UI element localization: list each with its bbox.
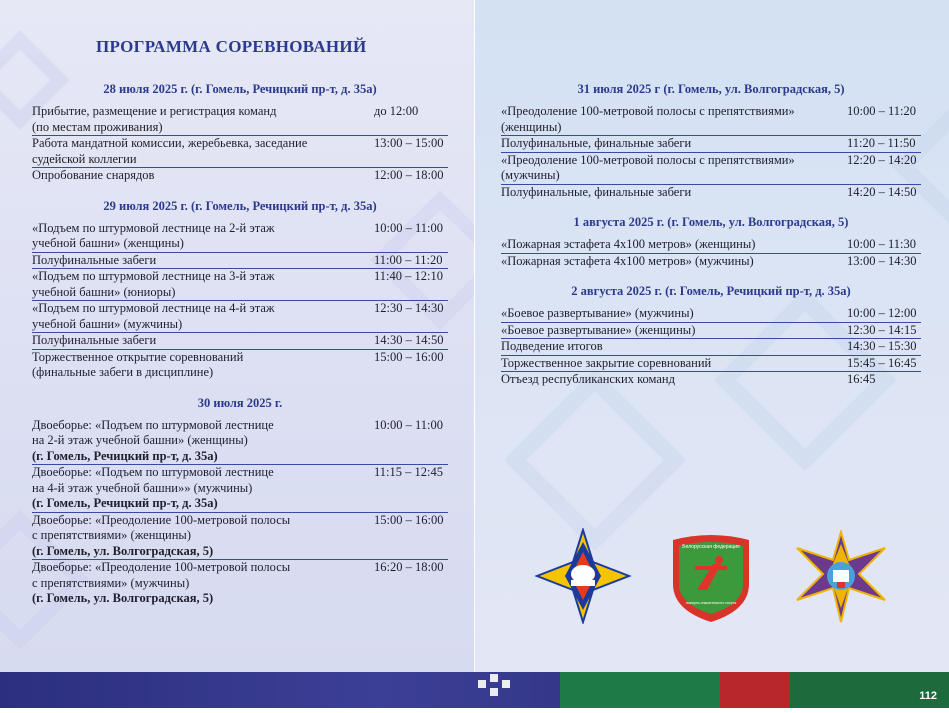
event-line: Полуфинальные, финальные забеги [501,184,692,199]
event-line: Опробование снарядов [32,168,155,182]
event-time: 15:45 – 16:45 [847,355,917,370]
event-name [32,350,243,381]
schedule-row [501,323,921,339]
event-address: (г. Гомель, Речицкий пр-т, д. 35а) [32,496,218,510]
event-line: «Боевое развертывание» (женщины) [501,322,696,337]
event-line: (по местам проживания) [32,119,163,134]
event-line: «Преодоление 100-метровой полосы с препятствиями» [501,152,795,167]
mchs-star-emblem-icon [533,528,633,624]
event-time: 13:00 – 14:30 [847,253,917,268]
event-name [32,465,274,512]
event-line: «Подъем по штурмовой лестнице на 2-й этаж [32,220,275,235]
event-time: 16:45 [847,372,876,386]
event-time: 11:40 – 12:10 [374,269,443,283]
event-line: Торжественное открытие соревнований [32,349,244,364]
event-address: (г. Гомель, Речицкий пр-т, д. 35а) [32,448,218,463]
schedule-row [501,136,921,152]
event-line: учебной башни» (женщины) [32,236,184,250]
event-line: «Боевое развертывание» (мужчины) [501,306,694,320]
event-time: 15:00 – 16:00 [374,512,444,527]
schedule-row [32,269,448,300]
event-line: (мужчины) [501,168,560,182]
event-line: Двоеборье: «Подъем по штурмовой лестнице [32,417,274,432]
event-line: Отъезд республиканских команд [501,372,675,386]
event-name [501,339,603,355]
left-page [0,0,474,672]
date-heading: 2 августа 2025 г. (г. Гомель, Речицкий пр-т, д. 35а) [571,284,851,298]
schedule-row [501,339,921,355]
event-name [32,513,290,560]
schedule-row [32,418,448,465]
event-time: 12:30 – 14:15 [847,322,917,337]
event-time: 13:00 – 15:00 [374,136,444,150]
event-name [32,301,275,332]
event-name [501,153,795,184]
federation-name-text: Белорусская федерация [682,544,740,550]
event-line: учебной башни» (юниоры) [32,284,176,299]
event-line: (женщины) [501,119,562,134]
federation-subtitle-text: пожарно-спасательного спорта [685,601,737,605]
event-name [501,237,755,253]
page-title: ПРОГРАММА СОРЕВНОВАНИЙ [96,37,367,56]
event-time: 12:20 – 14:20 [847,152,917,167]
schedule-row [501,356,921,372]
date-heading: 30 июля 2025 г. [197,395,283,410]
event-line: «Подъем по штурмовой лестнице на 4-й этаж [32,301,275,315]
event-time: 10:00 – 11:30 [847,237,916,251]
event-line: Полуфинальные забеги [32,333,157,347]
event-line: Прибытие, размещение и регистрация команд [32,104,277,118]
event-name [501,372,675,388]
event-line: «Пожарная эстафета 4х100 метров» (женщины) [501,237,756,251]
event-time: 14:30 – 14:50 [374,333,444,347]
event-time: 10:00 – 12:00 [847,306,917,320]
event-line: «Пожарная эстафета 4х100 метров» (мужчины) [501,253,754,268]
schedule-row [501,185,921,201]
event-name [501,104,795,135]
event-name [32,221,275,252]
event-line: на 4-й этаж учебной башни»» (мужчины) [32,480,253,495]
event-line: с препятствиями» (женщины) [32,528,191,542]
event-line: Полуфинальные забеги [32,252,157,267]
event-name [32,333,156,349]
event-line: с препятствиями» (мужчины) [32,575,190,590]
event-name [32,168,154,184]
right-page [475,0,949,672]
schedule-row [501,372,921,388]
event-line: учебной башни» (мужчины) [32,316,183,331]
event-name [501,185,691,201]
schedule-row [501,104,921,135]
schedule-row [32,560,448,607]
page-number: 112 [919,690,937,702]
schedule-row [32,136,448,167]
event-time: 10:00 – 11:00 [374,417,443,432]
event-time: 10:00 – 11:00 [374,220,443,235]
event-time: 11:20 – 11:50 [847,136,916,150]
event-time: 15:00 – 16:00 [374,349,444,364]
event-address: (г. Гомель, ул. Волгоградская, 5) [32,591,214,605]
event-name [32,560,290,607]
event-line: (финальные забеги в дисциплине) [32,365,214,379]
schedule-row [32,465,448,512]
ornament-band-icon [0,672,949,708]
schedule-row [501,237,921,253]
event-name [501,254,754,270]
bottom-decor-band [0,672,949,708]
event-time: 12:30 – 14:30 [374,301,444,315]
event-line: Подведение итогов [501,339,603,353]
event-time: 14:30 – 15:30 [847,339,917,353]
schedule-row [32,513,448,560]
schedule-row [501,254,921,270]
schedule-row [32,168,448,184]
event-address: (г. Гомель, ул. Волгоградская, 5) [32,543,214,558]
federation-shield-icon [669,534,753,624]
event-line: «Преодоление 100-метровой полосы с препятствиями» [501,104,795,118]
event-name [32,253,156,269]
event-name [32,269,275,300]
schedule-row [32,104,448,135]
event-line: судейской коллегии [32,151,137,166]
event-line: Торжественное закрытие соревнований [501,355,712,370]
event-line: «Подъем по штурмовой лестнице на 3-й этаж [32,269,275,283]
schedule-row [32,301,448,332]
event-time: 12:00 – 18:00 [374,168,444,182]
schedule-row [501,153,921,184]
event-time: 16:20 – 18:00 [374,560,444,574]
event-time: до 12:00 [374,104,419,118]
event-name [32,104,276,135]
event-line: на 2-й этаж учебной башни» (женщины) [32,433,248,447]
rescue-star-emblem-icon [793,530,889,624]
schedule-row [32,253,448,269]
date-heading: 29 июля 2025 г. (г. Гомель, Речицкий пр-т, д. 35а) [103,198,377,213]
event-name [32,418,274,465]
date-heading: 28 июля 2025 г. (г. Гомель, Речицкий пр-т, д. 35а) [103,82,377,96]
date-heading: 1 августа 2025 г. (г. Гомель, ул. Волгоградская, 5) [573,215,849,229]
event-line: Двоеборье: «Подъем по штурмовой лестнице [32,465,274,479]
schedule-row [501,306,921,322]
event-time: 10:00 – 11:20 [847,104,916,118]
date-heading: 31 июля 2025 г (г. Гомель, ул. Волгоградская, 5) [577,82,845,96]
event-time: 14:20 – 14:50 [847,184,917,199]
event-line: Двоеборье: «Преодоление 100-метровой полосы [32,560,291,574]
schedule-row [32,350,448,381]
schedule-row [32,221,448,252]
event-time: 11:15 – 12:45 [374,465,443,479]
event-name [501,306,694,322]
event-time: 11:00 – 11:20 [374,252,443,267]
event-line: Работа мандатной комиссии, жеребьевка, заседание [32,136,308,150]
schedule-row [32,333,448,349]
event-name [32,136,307,167]
event-line: Двоеборье: «Преодоление 100-метровой полосы [32,512,291,527]
event-name [501,356,711,372]
event-name [501,136,691,152]
event-line: Полуфинальные, финальные забеги [501,136,692,150]
event-name [501,323,695,339]
